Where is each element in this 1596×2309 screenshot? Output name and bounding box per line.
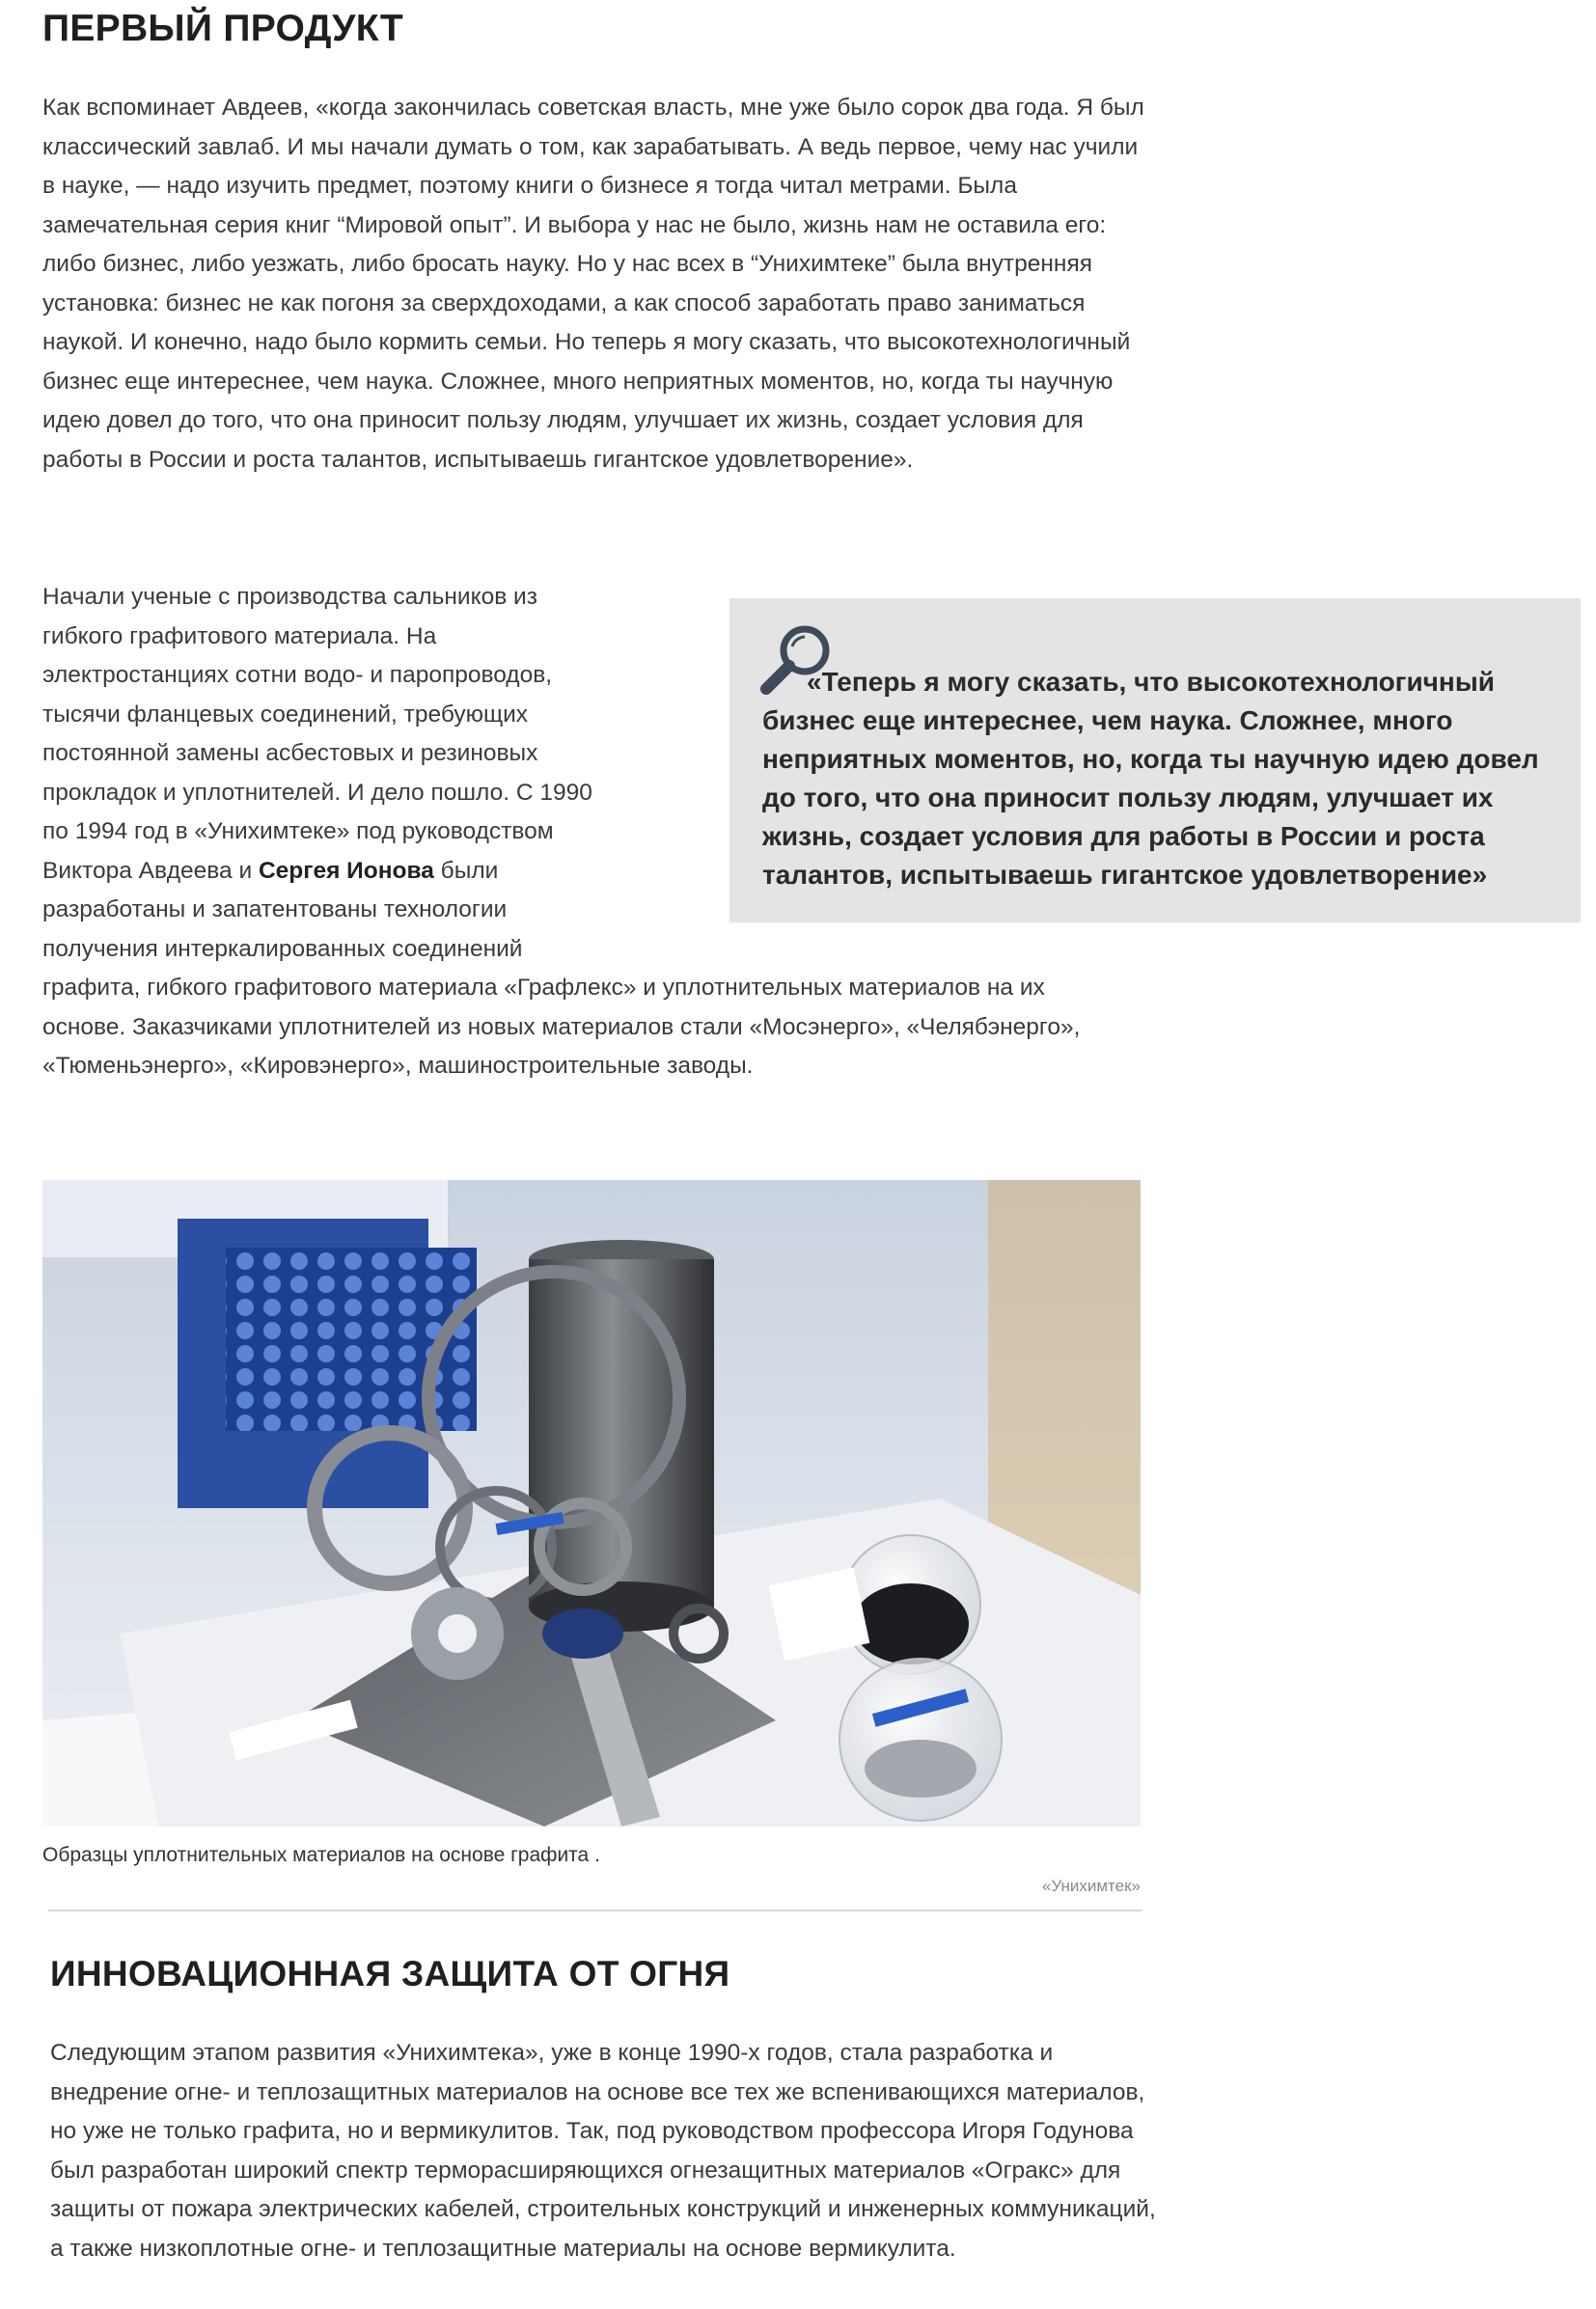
person-link-sergey-ionov: Сергея Ионова bbox=[258, 857, 434, 884]
pull-quote bbox=[729, 598, 1581, 922]
pull-quote-text: «Теперь я могу сказать, что высокотехнологичный бизнес еще интереснее, чем наука. Сложнее, много неприятных моментов, но, когда ты научную идею довел до того, что она приносит пользу людям, улучшает их жизнь, создает условия для работы в России и роста талантов, испытываешь гигантское удовлетворение» bbox=[762, 667, 1539, 890]
section-heading-fire-protection: ИННОВАЦИОННАЯ ЗАЩИТА ОТ ОГНЯ bbox=[50, 1954, 730, 1993]
section-divider bbox=[48, 1910, 1142, 1911]
paragraph-seals-part2: были разработаны и запатентованы технологии получения интеркалированных соединений графита, гибкого графитового материала «Графлекс» и уплотнительных материалов на их основе. Заказчиками уплотнителей из новых материалов стали «Мосэнерго», «Челябэнерго», «Тюменьэнерго», «Кировэнерго», машиностроительные заводы. bbox=[42, 857, 1081, 1079]
photo-caption: Образцы уплотнительных материалов на основе графита . bbox=[42, 1844, 600, 1866]
paragraph-avdeev-quote: Как вспоминает Авдеев, «когда закончилась советская власть, мне уже было сорок два года. Я был классический завлаб. И мы начали думать о том, как зарабатывать. А ведь первое, чему нас учили в науке, — надо изучить предмет, поэтому книги о бизнесе я тогда читал метрами. Была замечательная серия книг “Мировой опыт”. И выбора у нас не было, жизнь нам не оставила его: либо бизнес, либо уезжать, либо бросать науку. Но у нас всех в “Унихимтеке” была внутренняя установка: бизнес не как погоня за сверхдоходами, а как способ заработать право заниматься наукой. И конечно, надо было кормить семьи. Но теперь я могу сказать, что высокотехнологичный бизнес еще интереснее, чем наука. Сложнее, много неприятных моментов, но, когда ты научную идею довел до того, что она приносит пользу людям, улучшает их жизнь, создает условия для работы в России и роста талантов, испытываешь гигантское удовлетворение». bbox=[42, 95, 1144, 473]
paragraph-fire-protection: Следующим этапом развития «Унихимтека», уже в конце 1990-х годов, стала разработка и внедрение огне- и теплозащитных материалов на основе все тех же вспенивающихся материалов, но уже не только графита, но и вермикулитов. Так, под руководством профессора Игоря Годунова был разработан широкий спектр терморасширяющихся огнезащитных материалов «Огракс» для защиты от пожара электрических кабелей, строительных конструкций и инженерных коммуникаций, а также низкоплотные огне- и теплозащитные материалы на основе вермикулита. bbox=[50, 2040, 1156, 2262]
section-heading-first-product: ПЕРВЫЙ ПРОДУКТ bbox=[42, 8, 403, 49]
photo-credit: «Унихимтек» bbox=[1042, 1877, 1141, 1895]
paragraph-seals-part1: Начали ученые с производства сальников из гибкого графитового материала. На электростанциях сотни водо- и паропроводов, тысячи фланцевых соединений, требующих постоянной замены асбестовых и резиновых прокладок и уплотнителей. И дело пошло. С 1990 по 1994 год в «Унихимтеке» под руководством Виктора Авдеева и bbox=[42, 584, 592, 884]
graphite-seals-photo bbox=[42, 1180, 1141, 1827]
